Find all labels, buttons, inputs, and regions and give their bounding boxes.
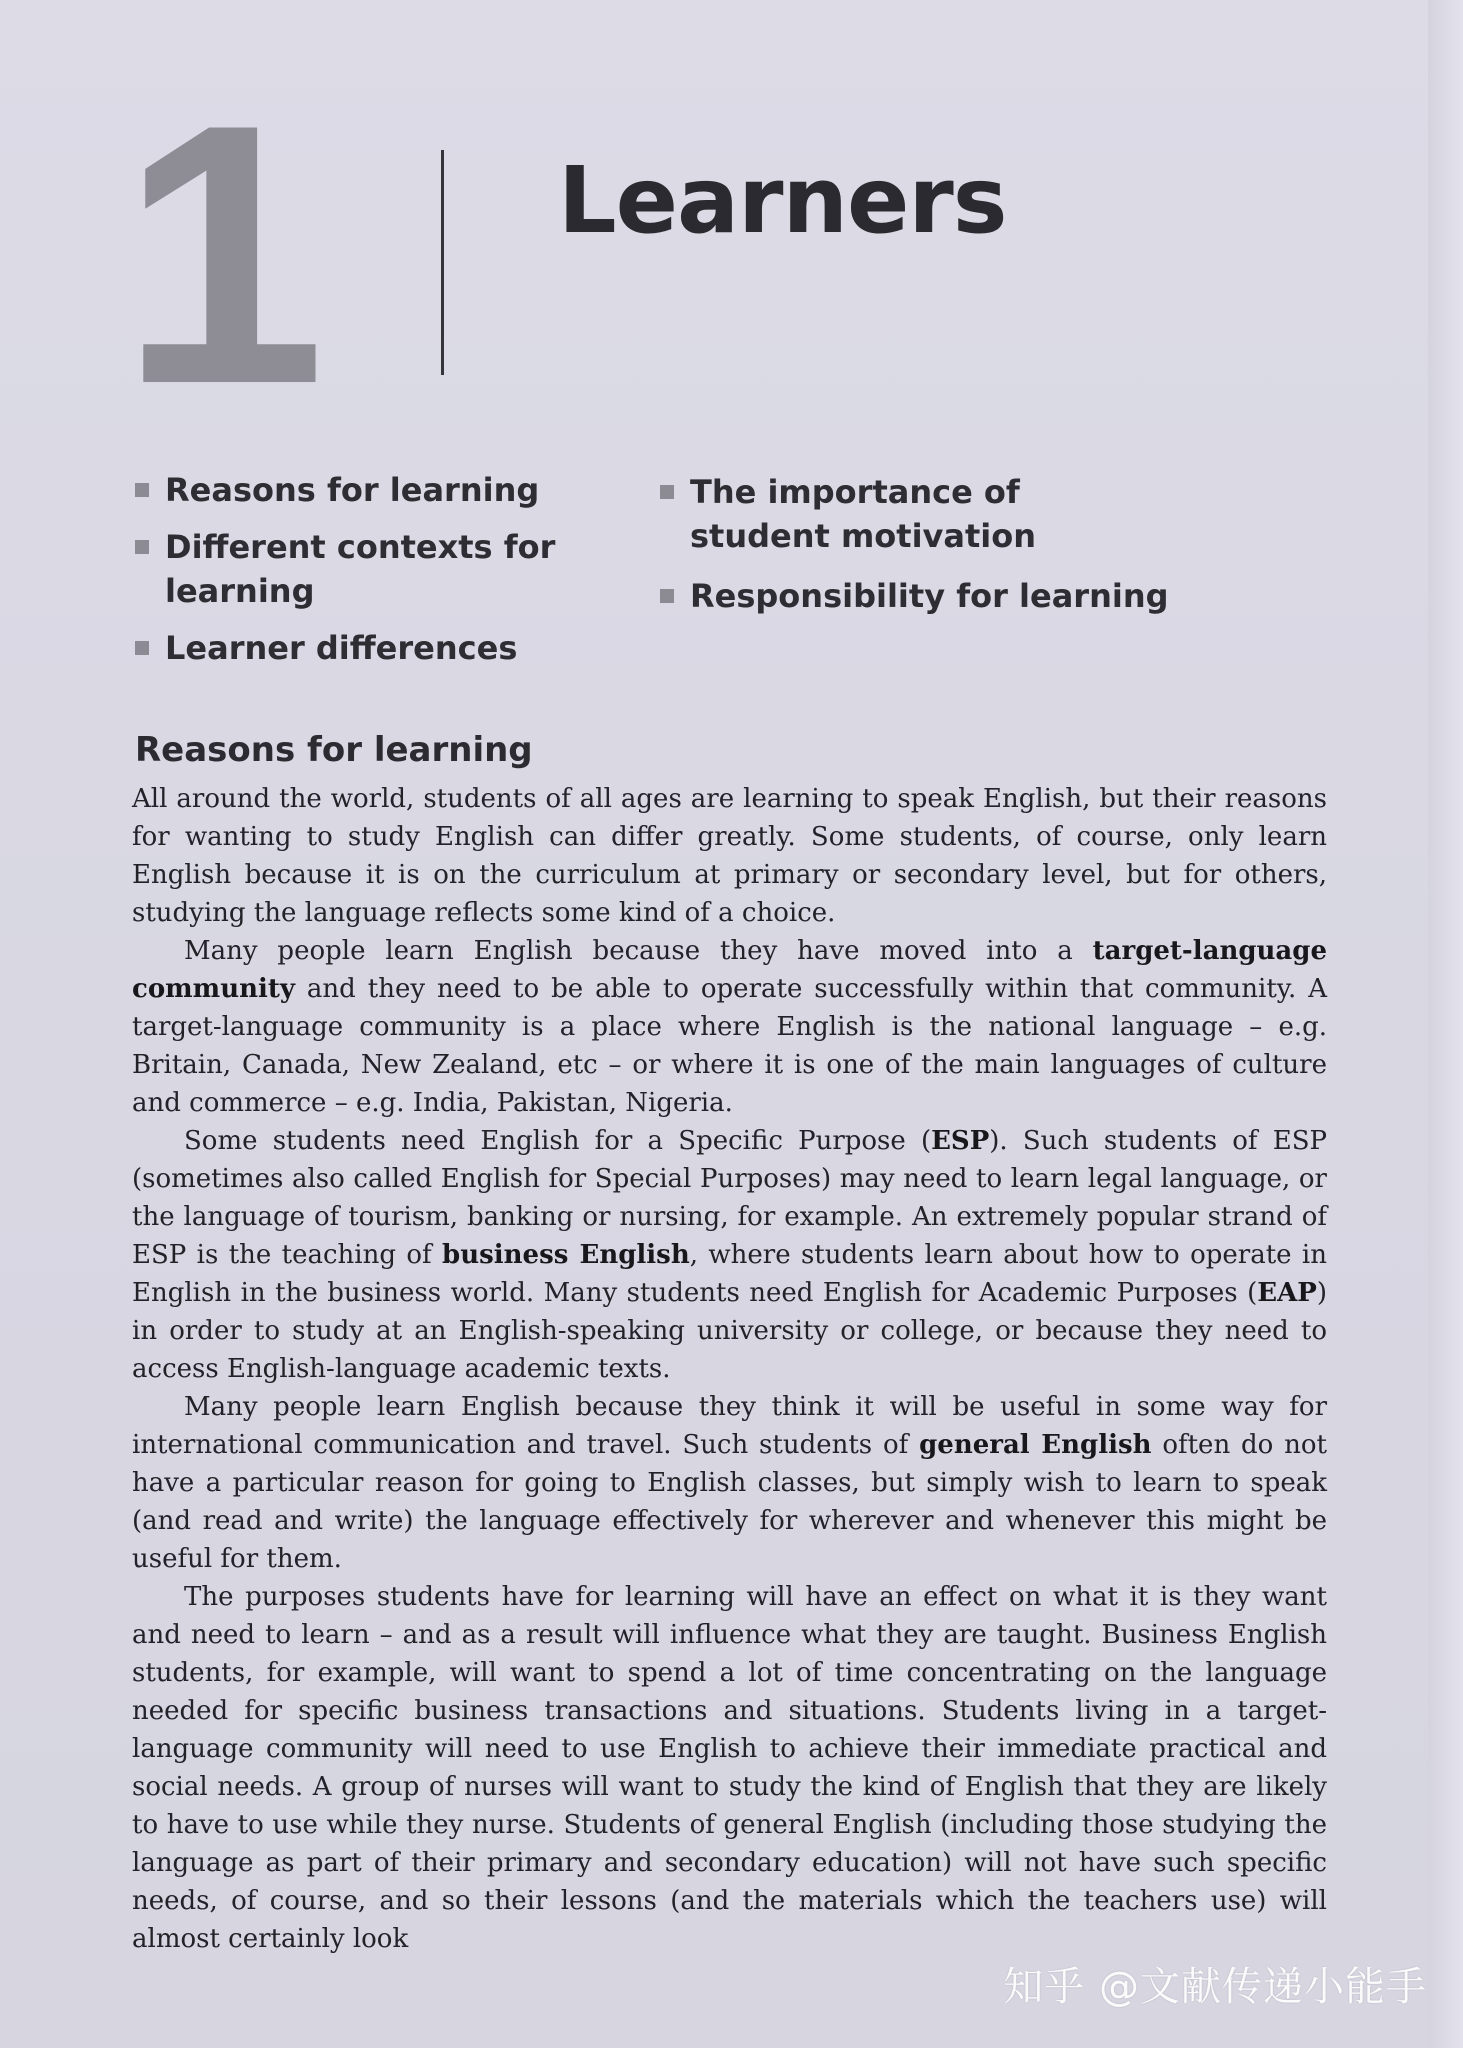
key-term: EAP [1257, 1278, 1317, 1308]
paragraph [132, 932, 1327, 1122]
square-bullet-icon [135, 540, 149, 554]
text-run: ). Such students of ESP (sometimes also called English for Special Purposes) may need to learn legal language, or the language of tourism, banking or nursing, for example. An extremely popular strand of ESP is the teaching of [132, 1126, 1327, 1270]
toc-item-label: Responsibility for learning [690, 577, 1169, 615]
text-run: Some students need English for a Specific Purpose ( [184, 1126, 932, 1156]
key-term: ESP [931, 1126, 990, 1156]
text-run: Many people learn English because they think it will be useful in some way for international communication and travel. Such students of [132, 1392, 1327, 1460]
toc-item [660, 574, 1180, 618]
chapter-number: 1 [120, 48, 316, 461]
key-term: target-language community [132, 936, 1327, 1004]
text-run: often do not have a particular reason for going to English classes, but simply wish to learn to speak (and read and write) the language effectively for wherever and whenever this might be useful for them. [132, 1430, 1327, 1574]
toc-item-label: The importance of student motivation [690, 473, 1037, 555]
toc-item [135, 626, 655, 670]
square-bullet-icon [660, 485, 674, 499]
text-run: ) in order to study at an English-speaking university or college, or because they need to access English-language academic texts. [132, 1278, 1327, 1384]
toc-column-left [135, 468, 655, 683]
chapter-title: Learners [558, 147, 1007, 254]
toc-item-label: Reasons for learning [165, 471, 540, 509]
square-bullet-icon [135, 641, 149, 655]
key-term: business English [442, 1240, 690, 1270]
key-term: general English [919, 1430, 1152, 1460]
toc-column-right [660, 470, 1180, 634]
text-run: Many people learn English because they have moved into a [184, 936, 1093, 966]
toc-item-label: Learner differences [165, 629, 518, 667]
paragraph: All around the world, students of all ages are learning to speak English, but their reasons for wanting to study English can differ greatly. Some students, of course, only learn English because it is on the curriculum at primary or secondary level, but for others, studying the language reflects some kind of a choice. [132, 784, 1327, 928]
square-bullet-icon [135, 483, 149, 497]
square-bullet-icon [660, 589, 674, 603]
section-heading: Reasons for learning [135, 730, 533, 770]
toc-item [135, 525, 655, 613]
page-edge [1428, 0, 1463, 2048]
body-text [132, 780, 1327, 1958]
paragraph [132, 1388, 1327, 1578]
paragraph [132, 1122, 1327, 1388]
paragraph: The purposes students have for learning will have an effect on what it is they want and need to learn – and as a result will influence what they are taught. Business English students, for example, will want to spend a lot of time concentrating on the language needed for specific business transactions and situations. Students living in a target-language community will need to use English to achieve their immediate practical and social needs. A group of nurses will want to study the kind of English that they are likely to have to use while they nurse. Students of general English (including those studying the language as part of their primary and secondary education) will not have such specific needs, of course, and so their lessons (and the materials which the teachers use) will almost certainly look [132, 1582, 1327, 1954]
toc-item [660, 470, 1130, 558]
title-divider [441, 150, 444, 375]
toc-item-label: Different contexts for learning [165, 528, 556, 610]
watermark: 知乎 @文献传递小能手 [1003, 1964, 1427, 2010]
text-run: and they need to be able to operate successfully within that community. A target-language community is a place where English is the national language – e.g. Britain, Canada, New Zealand, etc – or where it is one of the main languages of culture and commerce – e.g. India, Pakistan, Nigeria. [132, 974, 1327, 1118]
toc-item [135, 468, 655, 512]
text-run: , where students learn about how to operate in English in the business world. Many students need English for Academic Purposes ( [132, 1240, 1327, 1308]
